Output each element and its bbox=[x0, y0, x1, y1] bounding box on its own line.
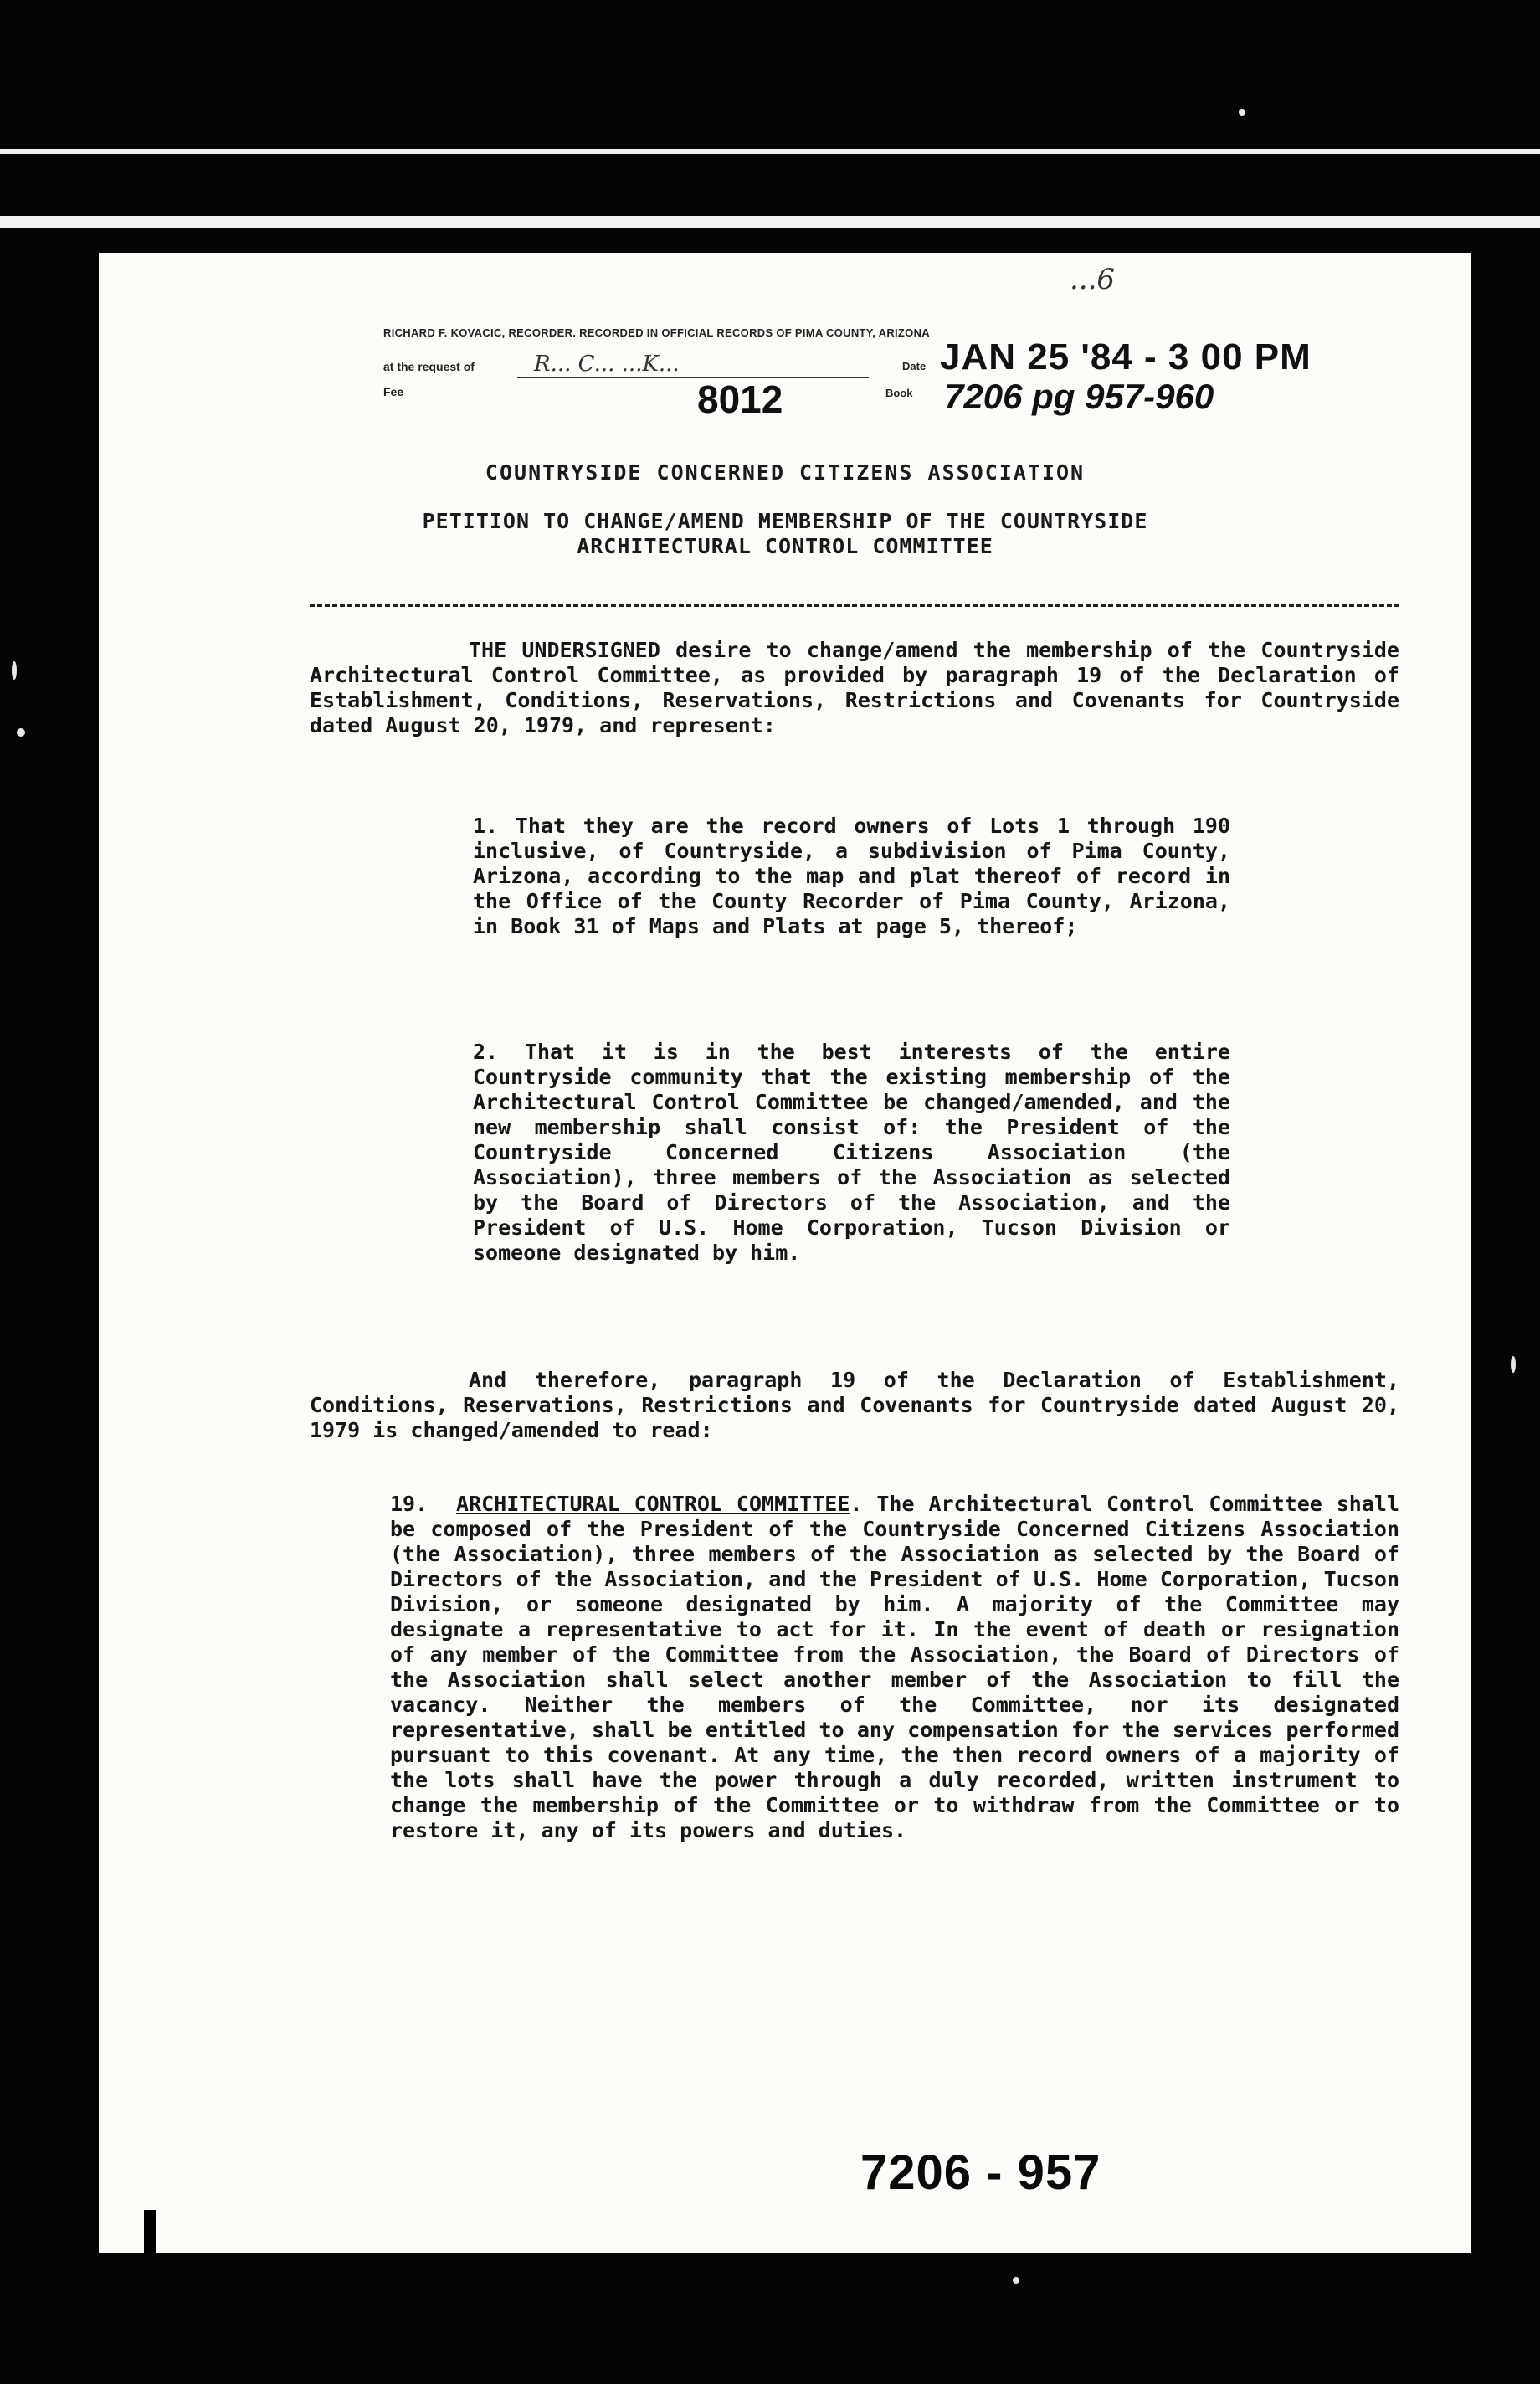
scan-speck bbox=[1511, 1356, 1516, 1373]
margin-mark bbox=[144, 2210, 156, 2253]
scan-speck bbox=[1239, 109, 1245, 116]
recorder-header: RICHARD F. KOVACIC, RECORDER. RECORDED IN OFFICIAL RECORDS OF PIMA COUNTY, ARIZONA bbox=[383, 326, 930, 339]
request-underline bbox=[517, 377, 869, 378]
section-19-body: . The Architectural Control Committee shall be composed of the President of the Countryside Concerned Citizens Association (the Association), three members of the Association as selected by the Board of Directors of the Association, and the President of U.S. Home Corporation, Tucson Division, or someone designated by him. A majority of the Committee may designate a representative to act for it. In the event of death or resignation of any member of the Committee from the Association, the Board of Directors of the Association shall select another member of the Association to fill the vacancy. Neither the members of the Committee, nor its designated representative, shall be entitled to any compensation for the services performed pursuant to this covenant. At any time, the then record owners of a majority of the lots shall have the power through a duly recorded, written instrument to change the membership of the Committee or to withdraw from the Committee or to restore it, any of its powers and duties. bbox=[390, 1492, 1399, 1842]
section-19-number: 19. bbox=[390, 1492, 429, 1516]
scan-speck bbox=[12, 661, 17, 680]
scan-line-top bbox=[0, 149, 1540, 154]
therefore-paragraph: And therefore, paragraph 19 of the Declaration of Establishment, Conditions, Reservations, Restrictions and Covenants for Countryside dated August 20, 1979 is changed/amended to read: bbox=[310, 1368, 1399, 1442]
serial-number: 8012 bbox=[697, 378, 783, 421]
request-value: R... C... ...K... bbox=[534, 352, 680, 377]
petition-title-line2: ARCHITECTURAL CONTROL COMMITTEE bbox=[577, 534, 993, 558]
scan-speck bbox=[17, 728, 25, 737]
list-item-1: 1. That they are the record owners of Lots 1 through 190 inclusive, of Countryside, a subdivision of Pima County, Arizona, according to the map and plat thereof of record in the Office of the County Recorder of Pima County, Arizona, in Book 31 of Maps and Plats at page 5, thereof; bbox=[473, 814, 1230, 938]
footer-book-page: 7206 - 957 bbox=[860, 2145, 1101, 2200]
fee-label: Fee bbox=[383, 385, 404, 398]
association-title: COUNTRYSIDE CONCERNED CITIZENS ASSOCIATION bbox=[485, 460, 1086, 485]
date-label: Date bbox=[902, 360, 927, 372]
date-stamp: JAN 25 '84 - 3 00 PM bbox=[940, 337, 1312, 378]
section-19 bbox=[390, 1492, 1399, 1843]
petition-title-line1: PETITION TO CHANGE/AMEND MEMBERSHIP OF THE COUNTRYSIDE bbox=[422, 509, 1148, 533]
dashed-divider bbox=[310, 604, 1399, 607]
document-page bbox=[99, 253, 1471, 2253]
handwritten-note: ...6 bbox=[1070, 263, 1116, 296]
section-19-heading: ARCHITECTURAL CONTROL COMMITTEE bbox=[456, 1492, 850, 1516]
intro-paragraph: THE UNDERSIGNED desire to change/amend the membership of the Countryside Architectural Control Committee, as provided by paragraph 19 of the Declaration of Establishment, Conditions, Reservations, Restrictions and Covenants for Countryside dated August 20, 1979, and represent: bbox=[310, 638, 1399, 737]
scan-line-lower bbox=[0, 216, 1540, 228]
request-label: at the request of bbox=[383, 360, 475, 373]
scan-speck bbox=[1013, 2277, 1019, 2284]
book-label: Book bbox=[886, 387, 913, 399]
book-page-stamp: 7206 pg 957-960 bbox=[944, 377, 1214, 416]
list-item-2: 2. That it is in the best interests of the entire Countryside community that the existing membership of the Architectural Control Committee be changed/amended, and the new membership shall consist of: the President of the Countryside Concerned Citizens Association (the Association), three members of the Association as selected by the Board of Directors of the Association, and the President of U.S. Home Corporation, Tucson Division or someone designated by him. bbox=[473, 1040, 1230, 1265]
